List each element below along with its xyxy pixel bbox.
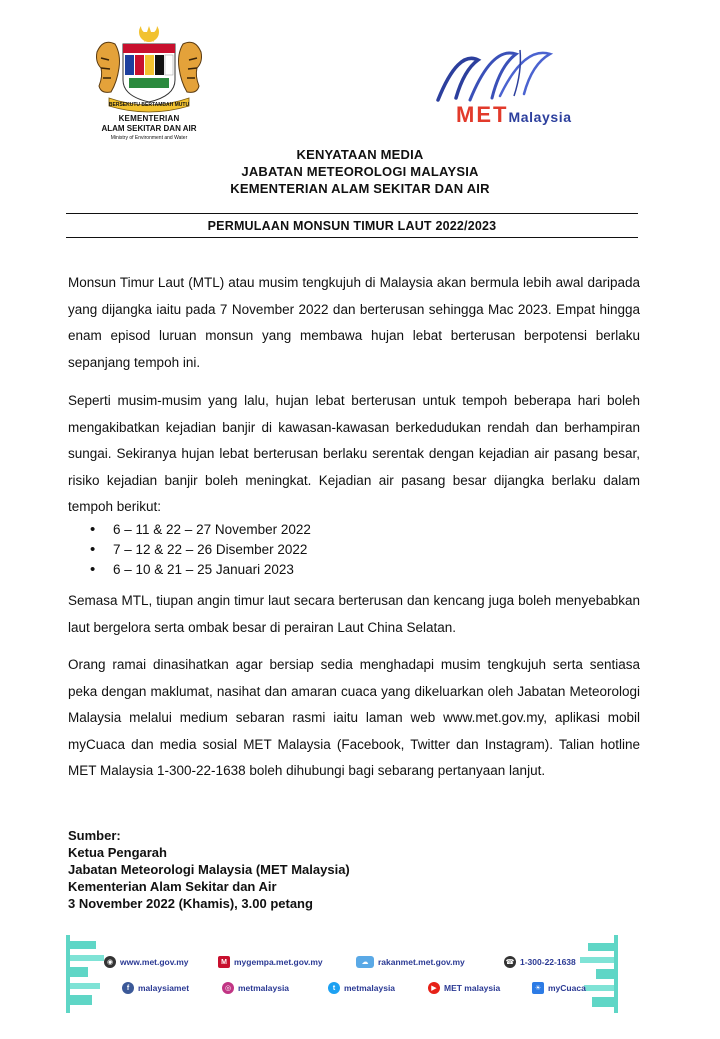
met-logo-prefix: MET (456, 102, 509, 127)
body-paragraph-2: Seperti musim-musim yang lalu, hujan lebat berterusan untuk tempoh beberapa hari boleh mengakibatkan kejadian banjir di kawasan-kawasan berkedudukan rendah dan berhampiran sungai. Sekiranya hujan lebat berterusan berlaku serentak dengan kejadian air pasang besar, risiko kejadian banjir boleh meningkat. Kejadian air pasang besar dijangka berlaku dalam tempoh berikut: (68, 393, 640, 514)
twitter-icon: t (328, 982, 340, 994)
footer-facebook[interactable]: f malaysiamet (122, 982, 189, 994)
body-paragraph-1: Monsun Timur Laut (MTL) atau musim tengkujuh di Malaysia akan bermula lebih awal daripada yang dijangka iaitu pada 7 November 2022 dan berterusan sehingga Mac 2023. Empat hingga enam episod luruan monsun yang membawa hujan lebat berterusan berpotensi berlaku sepanjang tempoh ini. (68, 275, 640, 370)
footer-app[interactable]: ☀ myCuaca (532, 982, 586, 994)
youtube-icon: ▶ (428, 982, 440, 994)
ministry-name-line1: KEMENTERIAN (118, 114, 180, 123)
footer-rakanmet[interactable]: ☁ rakanmet.met.gov.my (356, 956, 465, 968)
subject-title: PERMULAAN MONSUN TIMUR LAUT 2022/2023 (207, 219, 497, 233)
footer-hotline[interactable]: ☎ 1-300-22-1638 (505, 957, 576, 967)
ministry-name-line2: ALAM SEKITAR DAN AIR (101, 124, 197, 133)
list-item: • 6 – 10 & 21 – 25 Januari 2023 (68, 560, 311, 580)
source-line-3: Kementerian Alam Sekitar dan Air (68, 879, 277, 894)
mycuaca-app-icon: ☀ (532, 982, 544, 994)
coat-of-arms-icon (89, 22, 209, 114)
met-malaysia-logo (424, 44, 614, 132)
mygempa-icon: M (218, 956, 230, 968)
globe-icon: ◉ (104, 956, 116, 968)
footer-website[interactable]: ◉ www.met.gov.my (104, 956, 189, 968)
press-release-header (0, 146, 720, 197)
met-logo-suffix: Malaysia (508, 109, 572, 125)
footer-contact-banner (66, 935, 618, 1013)
header-title: KENYATAAN MEDIA (296, 147, 424, 162)
cloud-icon: ☁ (356, 956, 374, 968)
source-block (68, 827, 350, 912)
source-line-1: Ketua Pengarah (68, 845, 167, 860)
header-department: JABATAN METEOROLOGI MALAYSIA (241, 164, 479, 179)
subject-top-divider (66, 213, 638, 214)
footer-youtube[interactable]: ▶ MET malaysia (428, 982, 500, 994)
source-label: Sumber: (68, 828, 121, 843)
ministry-crest-logo (84, 22, 214, 144)
body-paragraph-4: Orang ramai dinasihatkan agar bersiap sedia menghadapi musim tengkujuh serta sentiasa peka dengan maklumat, nasihat dan amaran cuaca yang dikeluarkan oleh Jabatan Meteorologi Malaysia melalui medium sebaran rasmi iaitu laman web www.met.gov.my, aplikasi mobil myCuaca dan media sosial MET Malaysia (Facebook, Twitter dan Instagram). Talian hotline MET Malaysia 1-300-22-1638 boleh dihubungi bagi sebarang pertanyaan lanjut. (68, 657, 640, 778)
ministry-name-english: Ministry of Environment and Water (110, 135, 188, 141)
source-line-4: 3 November 2022 (Khamis), 3.00 petang (68, 896, 313, 911)
footer-twitter[interactable]: t metmalaysia (328, 982, 395, 994)
tide-periods-list (68, 520, 311, 580)
crest-motto: BERSEKUTU BERTAMBAH MUTU (108, 102, 190, 108)
body-paragraph-3: Semasa MTL, tiupan angin timur laut secara berterusan dan kencang juga boleh menyebabkan laut bergelora serta ombak besar di perairan Laut China Selatan. (68, 593, 640, 635)
footer-instagram[interactable]: ◎ metmalaysia (222, 982, 289, 994)
footer-decoration-icon (66, 935, 626, 1013)
subject-bottom-divider (66, 237, 638, 238)
footer-mygempa[interactable]: M mygempa.met.gov.my (218, 956, 323, 968)
instagram-icon: ◎ (222, 982, 234, 994)
met-swoosh-icon (424, 44, 614, 104)
list-item: • 6 – 11 & 22 – 27 November 2022 (68, 520, 311, 540)
header-ministry: KEMENTERIAN ALAM SEKITAR DAN AIR (230, 181, 490, 196)
list-item: • 7 – 12 & 22 – 26 Disember 2022 (68, 540, 311, 560)
phone-icon: ☎ (504, 956, 516, 968)
source-line-2: Jabatan Meteorologi Malaysia (MET Malaysia) (68, 862, 350, 877)
facebook-icon: f (122, 982, 134, 994)
